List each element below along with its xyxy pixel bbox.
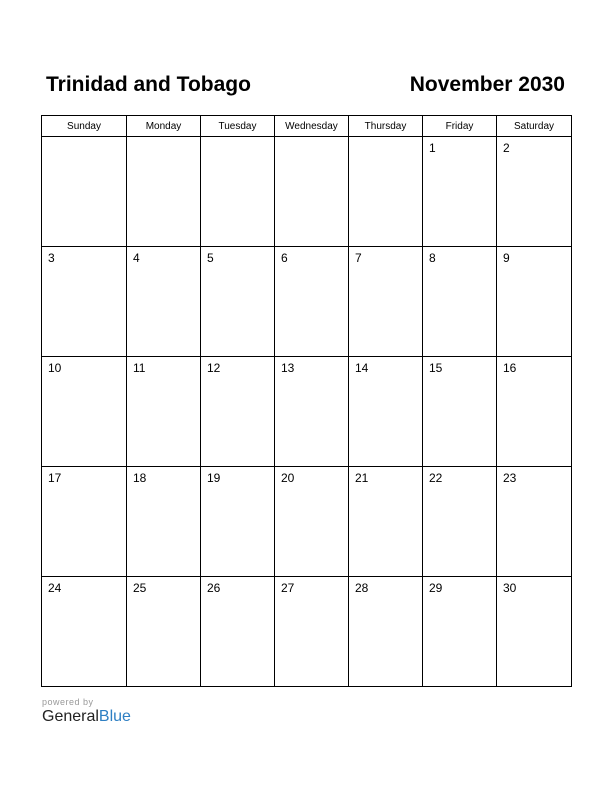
- day-cell: [201, 247, 275, 357]
- day-cell: [423, 247, 497, 357]
- day-number: 14: [355, 361, 369, 375]
- day-cell: [497, 577, 572, 687]
- day-number: 10: [48, 361, 62, 375]
- day-cell: [275, 577, 349, 687]
- day-number: [275, 137, 348, 141]
- day-number: [127, 137, 200, 141]
- day-number: 9: [503, 251, 510, 265]
- day-cell: [275, 247, 349, 357]
- generalblue-logo[interactable]: [42, 708, 131, 726]
- day-cell: [423, 357, 497, 467]
- day-number: 18: [133, 471, 147, 485]
- calendar-header: [46, 70, 565, 100]
- day-number: 3: [48, 251, 55, 265]
- day-cell: [497, 357, 572, 467]
- day-cell: [42, 137, 127, 247]
- day-cell: [127, 137, 201, 247]
- week-row-1: [42, 137, 572, 247]
- day-number: 8: [429, 251, 436, 265]
- day-number: 26: [207, 581, 221, 595]
- day-cell: [423, 577, 497, 687]
- day-cell: [127, 247, 201, 357]
- day-cell: [349, 577, 423, 687]
- week-row-5: [42, 577, 572, 687]
- weekday-thursday: Thursday: [349, 116, 423, 137]
- day-number: 30: [503, 581, 517, 595]
- logo-blue-text: Blue: [98, 708, 131, 725]
- day-cell: [201, 467, 275, 577]
- day-cell: [349, 467, 423, 577]
- day-number: 25: [133, 581, 147, 595]
- day-number: 20: [281, 471, 295, 485]
- day-number: 13: [281, 361, 295, 375]
- week-row-4: [42, 467, 572, 577]
- day-cell: [42, 247, 127, 357]
- day-number: 12: [207, 361, 221, 375]
- day-cell: [497, 137, 572, 247]
- day-cell: [42, 577, 127, 687]
- weekday-wednesday: Wednesday: [275, 116, 349, 137]
- calendar-grid: [41, 115, 572, 687]
- day-cell: [201, 577, 275, 687]
- day-number: 17: [48, 471, 62, 485]
- weekday-friday: Friday: [423, 116, 497, 137]
- day-cell: [42, 357, 127, 467]
- day-number: 15: [429, 361, 443, 375]
- day-cell: [42, 467, 127, 577]
- week-row-2: [42, 247, 572, 357]
- day-number: 1: [429, 141, 436, 155]
- day-number: 24: [48, 581, 62, 595]
- day-number: [349, 137, 422, 141]
- day-cell: [349, 247, 423, 357]
- day-cell: [127, 577, 201, 687]
- day-number: [42, 137, 126, 141]
- weekday-sunday: Sunday: [42, 116, 127, 137]
- day-cell: [349, 357, 423, 467]
- day-cell: [497, 467, 572, 577]
- day-number: 23: [503, 471, 517, 485]
- day-cell: [423, 137, 497, 247]
- day-number: 6: [281, 251, 288, 265]
- day-cell: [127, 467, 201, 577]
- day-cell: [201, 137, 275, 247]
- weekday-monday: Monday: [127, 116, 201, 137]
- day-cell: [201, 357, 275, 467]
- footer-branding: [42, 697, 131, 726]
- day-cell: [275, 357, 349, 467]
- day-number: 29: [429, 581, 443, 595]
- day-number: 7: [355, 251, 362, 265]
- day-cell: [497, 247, 572, 357]
- day-number: 2: [503, 141, 510, 155]
- day-number: 11: [133, 361, 146, 375]
- day-number: 16: [503, 361, 517, 375]
- day-number: 27: [281, 581, 295, 595]
- day-cell: [275, 137, 349, 247]
- day-cell: [127, 357, 201, 467]
- weekday-header-row: [42, 116, 572, 137]
- week-row-3: [42, 357, 572, 467]
- day-cell: [275, 467, 349, 577]
- country-title: Trinidad and Tobago: [46, 73, 251, 96]
- day-cell: [349, 137, 423, 247]
- weekday-saturday: Saturday: [497, 116, 572, 137]
- day-cell: [423, 467, 497, 577]
- day-number: 19: [207, 471, 221, 485]
- logo-general-text: General: [42, 708, 99, 725]
- weekday-tuesday: Tuesday: [201, 116, 275, 137]
- day-number: [201, 137, 274, 141]
- powered-by-text: powered by: [42, 697, 94, 707]
- day-number: 22: [429, 471, 443, 485]
- day-number: 4: [133, 251, 140, 265]
- month-year-title: November 2030: [409, 73, 565, 96]
- day-number: 28: [355, 581, 369, 595]
- day-number: 21: [355, 471, 369, 485]
- day-number: 5: [207, 251, 214, 265]
